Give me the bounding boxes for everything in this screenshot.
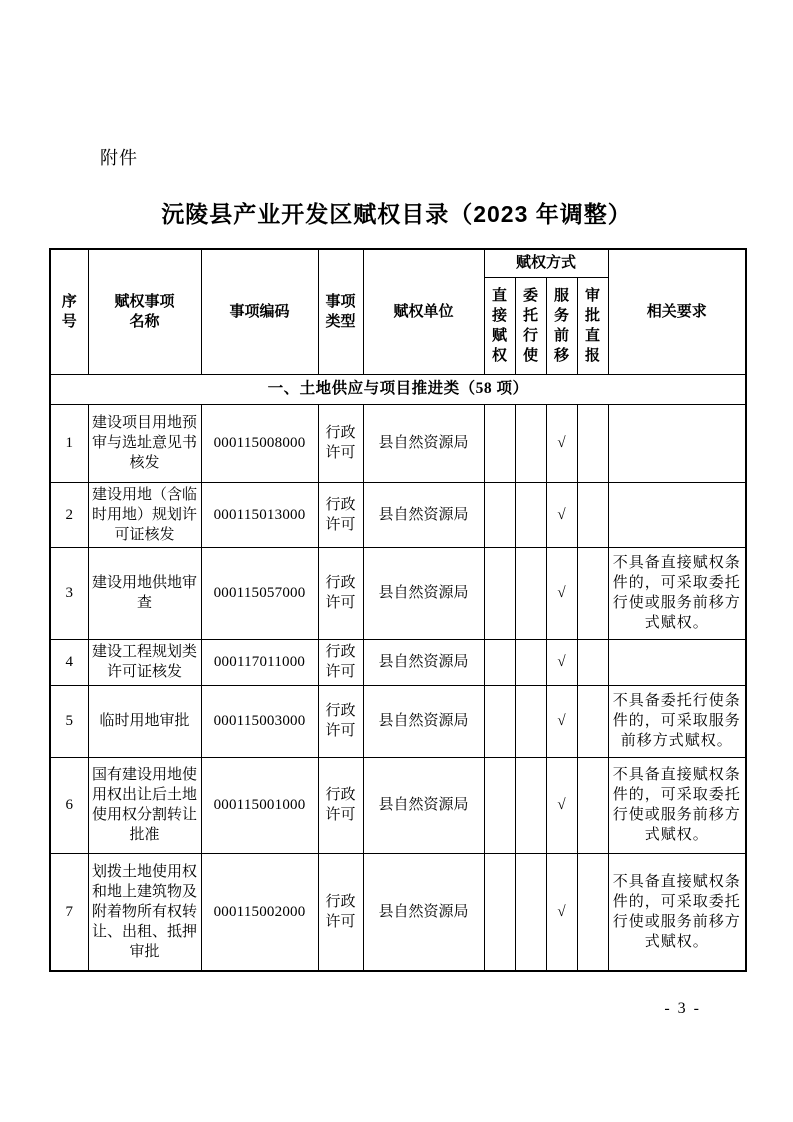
cell-method-direct xyxy=(484,757,515,853)
cell-requirements: 不具备委托行使条件的，可采取服务前移方式赋权。 xyxy=(608,685,746,757)
cell-method-direct xyxy=(484,685,515,757)
cell-requirements: 不具备直接赋权条件的，可采取委托行使或服务前移方式赋权。 xyxy=(608,547,746,639)
col-header-requirements: 相关要求 xyxy=(608,249,746,374)
cell-method-report xyxy=(577,757,608,853)
cell-index: 3 xyxy=(50,547,88,639)
col-header-method-entrust: 委托行使 xyxy=(515,277,546,374)
col-header-method-report: 审批直报 xyxy=(577,277,608,374)
col-header-item-code: 事项编码 xyxy=(201,249,318,374)
cell-method-forward: √ xyxy=(546,685,577,757)
cell-item-code: 000115008000 xyxy=(201,404,318,482)
cell-index: 4 xyxy=(50,639,88,685)
cell-method-report xyxy=(577,404,608,482)
cell-method-direct xyxy=(484,482,515,547)
cell-item-type: 行政许可 xyxy=(318,685,363,757)
cell-index: 6 xyxy=(50,757,88,853)
cell-item-type: 行政许可 xyxy=(318,757,363,853)
cell-item-type: 行政许可 xyxy=(318,404,363,482)
cell-method-direct xyxy=(484,853,515,971)
table-row xyxy=(50,482,746,547)
cell-method-report xyxy=(577,853,608,971)
cell-method-forward: √ xyxy=(546,547,577,639)
table-row xyxy=(50,404,746,482)
cell-item-code: 000117011000 xyxy=(201,639,318,685)
table-row xyxy=(50,685,746,757)
cell-method-direct xyxy=(484,639,515,685)
cell-item-code: 000115057000 xyxy=(201,547,318,639)
cell-method-forward: √ xyxy=(546,853,577,971)
cell-method-report xyxy=(577,639,608,685)
cell-index: 5 xyxy=(50,685,88,757)
cell-item-name: 临时用地审批 xyxy=(88,685,201,757)
cell-item-type: 行政许可 xyxy=(318,482,363,547)
cell-item-code: 000115001000 xyxy=(201,757,318,853)
cell-requirements: 不具备直接赋权条件的，可采取委托行使或服务前移方式赋权。 xyxy=(608,757,746,853)
cell-method-entrust xyxy=(515,547,546,639)
cell-index: 2 xyxy=(50,482,88,547)
table-row xyxy=(50,853,746,971)
cell-item-type: 行政许可 xyxy=(318,853,363,971)
cell-item-type: 行政许可 xyxy=(318,639,363,685)
cell-method-report xyxy=(577,482,608,547)
table-row xyxy=(50,547,746,639)
cell-method-entrust xyxy=(515,639,546,685)
cell-authorizing-unit: 县自然资源局 xyxy=(363,404,484,482)
table-row xyxy=(50,639,746,685)
cell-requirements xyxy=(608,639,746,685)
col-header-method-forward: 服务前移 xyxy=(546,277,577,374)
cell-method-forward: √ xyxy=(546,639,577,685)
section-title: 一、土地供应与项目推进类（58 项） xyxy=(50,374,746,404)
cell-method-forward: √ xyxy=(546,482,577,547)
cell-method-report xyxy=(577,685,608,757)
cell-method-direct xyxy=(484,547,515,639)
cell-authorizing-unit: 县自然资源局 xyxy=(363,757,484,853)
cell-method-entrust xyxy=(515,482,546,547)
cell-item-name: 建设用地（含临时用地）规划许可证核发 xyxy=(88,482,201,547)
col-header-authorizing-unit: 赋权单位 xyxy=(363,249,484,374)
col-header-index: 序号 xyxy=(50,249,88,374)
cell-item-name: 划拨土地使用权和地上建筑物及附着物所有权转让、出租、抵押审批 xyxy=(88,853,201,971)
col-header-method-direct: 直接赋权 xyxy=(484,277,515,374)
cell-item-type: 行政许可 xyxy=(318,547,363,639)
col-header-method-group: 赋权方式 xyxy=(484,249,608,277)
cell-item-code: 000115013000 xyxy=(201,482,318,547)
cell-item-code: 000115002000 xyxy=(201,853,318,971)
cell-requirements: 不具备直接赋权条件的，可采取委托行使或服务前移方式赋权。 xyxy=(608,853,746,971)
cell-method-report xyxy=(577,547,608,639)
table-row xyxy=(50,757,746,853)
cell-method-direct xyxy=(484,404,515,482)
page-title: 沅陵县产业开发区赋权目录（2023 年调整） xyxy=(161,201,632,227)
cell-authorizing-unit: 县自然资源局 xyxy=(363,547,484,639)
col-header-item-type: 事项类型 xyxy=(318,249,363,374)
cell-item-name: 国有建设用地使用权出让后土地使用权分割转让批准 xyxy=(88,757,201,853)
cell-authorizing-unit: 县自然资源局 xyxy=(363,853,484,971)
cell-item-name: 建设用地供地审查 xyxy=(88,547,201,639)
cell-item-name: 建设工程规划类许可证核发 xyxy=(88,639,201,685)
cell-method-forward: √ xyxy=(546,757,577,853)
section-row xyxy=(50,374,746,404)
cell-requirements xyxy=(608,404,746,482)
header-row-1 xyxy=(50,249,746,277)
cell-authorizing-unit: 县自然资源局 xyxy=(363,639,484,685)
cell-requirements xyxy=(608,482,746,547)
cell-method-entrust xyxy=(515,685,546,757)
col-header-item-name: 赋权事项名称 xyxy=(88,249,201,374)
cell-method-entrust xyxy=(515,853,546,971)
cell-method-entrust xyxy=(515,404,546,482)
cell-index: 1 xyxy=(50,404,88,482)
page-number: - 3 - xyxy=(664,1000,701,1017)
cell-authorizing-unit: 县自然资源局 xyxy=(363,685,484,757)
attachment-label: 附件 xyxy=(100,148,138,168)
cell-index: 7 xyxy=(50,853,88,971)
cell-item-name: 建设项目用地预审与选址意见书核发 xyxy=(88,404,201,482)
cell-item-code: 000115003000 xyxy=(201,685,318,757)
authorization-table xyxy=(49,248,747,972)
cell-method-forward: √ xyxy=(546,404,577,482)
cell-authorizing-unit: 县自然资源局 xyxy=(363,482,484,547)
cell-method-entrust xyxy=(515,757,546,853)
